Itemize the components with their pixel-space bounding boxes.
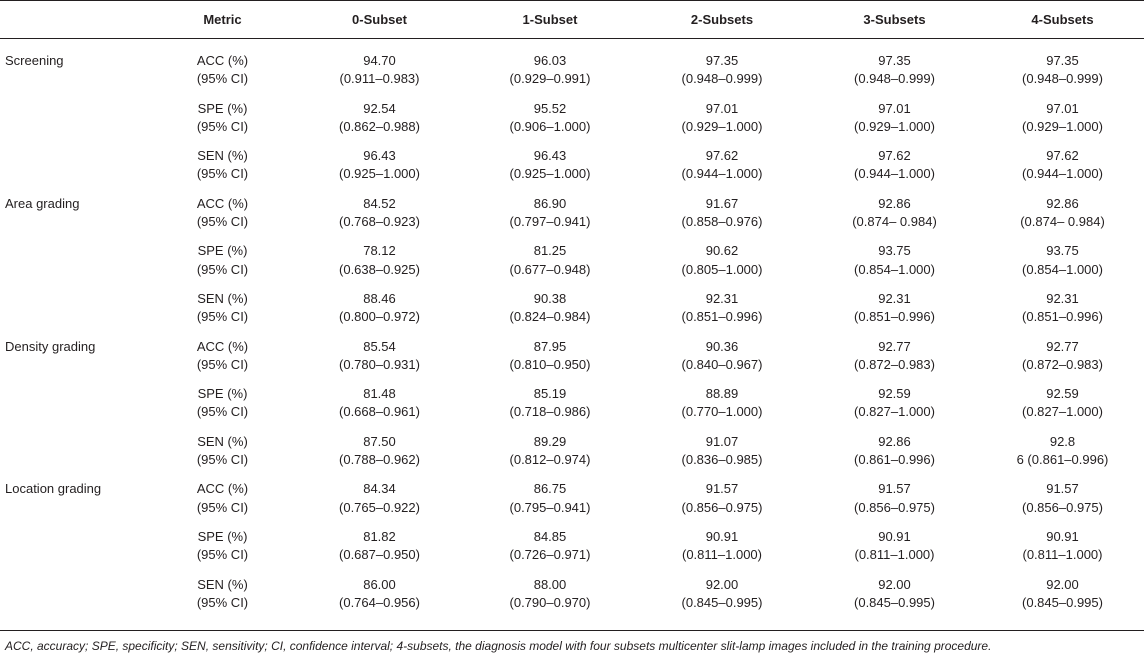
value-cell	[636, 338, 808, 386]
metric-value: 91.57	[705, 481, 739, 497]
results-table	[0, 1, 1144, 623]
value-cell	[464, 195, 636, 243]
confidence-interval: (0.827–1.000)	[854, 404, 935, 420]
confidence-interval: (0.856–0.975)	[854, 499, 935, 515]
metric-cell	[150, 576, 295, 624]
metric-value: 84.34	[363, 481, 396, 497]
metric-cell	[150, 147, 295, 195]
value-cell	[464, 338, 636, 386]
metric-value: 81.48	[363, 386, 396, 402]
metric-value: 90.36	[705, 338, 739, 354]
confidence-interval: (0.788–0.962)	[339, 451, 420, 467]
value-cell	[295, 338, 464, 386]
confidence-interval: (0.856–0.975)	[1022, 499, 1103, 515]
confidence-interval: (0.764–0.956)	[339, 594, 420, 610]
column-header-2-subsets: 2-Subsets	[690, 12, 754, 27]
metric-ci-label: (95% CI)	[196, 309, 249, 325]
value-cell	[981, 38, 1144, 100]
column-header-3-subsets: 3-Subsets	[863, 12, 926, 27]
confidence-interval: (0.862–0.988)	[339, 118, 420, 134]
value-cell	[636, 576, 808, 624]
header-rule	[0, 38, 1144, 39]
metric-value: 93.75	[1046, 243, 1079, 259]
group-label-cell	[0, 385, 150, 433]
column-header-0-subset: 0-Subset	[352, 12, 407, 27]
metric-cell	[150, 290, 295, 338]
table-row	[0, 576, 1144, 624]
metric-value: 86.00	[363, 576, 396, 592]
metric-value: 90.91	[1046, 528, 1079, 544]
metric-cell	[150, 433, 295, 481]
confidence-interval: (0.726–0.971)	[509, 547, 591, 563]
confidence-interval: (0.854–1.000)	[1022, 261, 1103, 277]
metric-value: 81.25	[533, 243, 567, 259]
value-cell	[808, 528, 981, 576]
table-row	[0, 338, 1144, 386]
metric-cell	[150, 195, 295, 243]
group-label-cell	[0, 100, 150, 148]
metric-cell	[150, 38, 295, 100]
value-cell	[636, 528, 808, 576]
metric-value: 92.86	[878, 433, 911, 449]
group-label: Screening	[5, 53, 64, 68]
metric-value: 85.54	[363, 338, 396, 354]
metric-cell	[150, 242, 295, 290]
confidence-interval: (0.840–0.967)	[681, 356, 763, 372]
value-cell	[981, 576, 1144, 624]
metric-value: 84.52	[363, 195, 396, 211]
table-row	[0, 290, 1144, 338]
value-cell	[636, 433, 808, 481]
metric-value: 97.62	[705, 148, 739, 164]
value-cell	[295, 528, 464, 576]
confidence-interval: (0.911–0.983)	[339, 71, 420, 87]
confidence-interval: (0.929–1.000)	[854, 118, 935, 134]
column-header-metric: Metric	[203, 12, 242, 27]
group-label: Location grading	[5, 481, 102, 497]
confidence-interval: (0.800–0.972)	[339, 309, 420, 325]
confidence-interval: (0.872–0.983)	[1022, 356, 1103, 372]
confidence-interval: (0.811–1.000)	[682, 547, 762, 563]
table-row	[0, 433, 1144, 481]
value-cell	[636, 38, 808, 100]
confidence-interval: (0.795–0.941)	[509, 499, 591, 515]
confidence-interval: (0.906–1.000)	[509, 118, 591, 134]
value-cell	[636, 290, 808, 338]
group-label-cell	[0, 528, 150, 576]
value-cell	[464, 242, 636, 290]
table-footnote: ACC, accuracy; SPE, specificity; SEN, sensitivity; CI, confidence interval; 4-subsets, the diagnosis model with four subsets multicenter slit-lamp images included in the training procedure.	[5, 639, 992, 653]
confidence-interval: (0.668–0.961)	[339, 404, 420, 420]
value-cell	[295, 385, 464, 433]
metric-cell	[150, 338, 295, 386]
metric-name: SEN (%)	[197, 433, 248, 449]
metric-ci-label: (95% CI)	[196, 404, 249, 420]
value-cell	[295, 100, 464, 148]
confidence-interval: (0.944–1.000)	[1022, 166, 1103, 182]
metric-value: 95.52	[533, 100, 567, 116]
metric-value: 91.67	[705, 195, 739, 211]
metric-value: 96.43	[533, 148, 567, 164]
value-cell	[464, 290, 636, 338]
value-cell	[808, 147, 981, 195]
value-cell	[808, 433, 981, 481]
metric-ci-label: (95% CI)	[196, 499, 249, 515]
metric-value: 92.00	[1046, 576, 1079, 592]
metric-ci-label: (95% CI)	[196, 213, 249, 229]
value-cell	[295, 195, 464, 243]
confidence-interval: (0.718–0.986)	[509, 404, 591, 420]
metric-value: 97.01	[1046, 100, 1079, 116]
value-cell	[464, 433, 636, 481]
metric-value: 90.62	[705, 243, 739, 259]
metric-value: 97.01	[705, 100, 739, 116]
metric-name: SPE (%)	[197, 243, 248, 259]
group-label-cell	[0, 433, 150, 481]
metric-name: SEN (%)	[197, 290, 248, 306]
confidence-interval: (0.944–1.000)	[681, 166, 763, 182]
value-cell	[464, 147, 636, 195]
confidence-interval: (0.944–1.000)	[854, 166, 935, 182]
value-cell	[808, 385, 981, 433]
table-row	[0, 100, 1144, 148]
metric-value: 91.07	[705, 433, 739, 449]
confidence-interval: (0.874– 0.984)	[1020, 213, 1105, 229]
metric-name: ACC (%)	[196, 481, 249, 497]
metric-value: 92.8	[1049, 433, 1076, 449]
metric-value: 97.35	[1046, 53, 1079, 68]
value-cell	[464, 480, 636, 528]
value-cell	[295, 433, 464, 481]
group-label-cell	[0, 242, 150, 290]
value-cell	[636, 385, 808, 433]
confidence-interval: (0.790–0.970)	[509, 594, 591, 610]
confidence-interval: (0.811–1.000)	[1022, 547, 1103, 563]
metric-ci-label: (95% CI)	[196, 118, 249, 134]
confidence-interval: (0.780–0.931)	[339, 356, 420, 372]
table-row	[0, 147, 1144, 195]
confidence-interval: (0.874– 0.984)	[852, 213, 937, 229]
confidence-interval: (0.854–1.000)	[854, 261, 935, 277]
metric-value: 92.77	[1046, 338, 1079, 354]
metric-value: 93.75	[878, 243, 911, 259]
metric-value: 97.35	[878, 53, 911, 68]
value-cell	[464, 100, 636, 148]
group-label: Area grading	[5, 195, 80, 211]
confidence-interval: (0.929–0.991)	[509, 71, 591, 87]
table-row	[0, 195, 1144, 243]
confidence-interval: (0.812–0.974)	[509, 451, 591, 467]
metric-value: 92.59	[878, 386, 911, 402]
value-cell	[636, 195, 808, 243]
metric-value: 86.90	[533, 195, 567, 211]
group-label-cell	[0, 290, 150, 338]
table-row	[0, 242, 1144, 290]
metric-value: 91.57	[878, 481, 911, 497]
group-label-cell	[0, 338, 150, 386]
group-label-cell	[0, 576, 150, 624]
value-cell	[295, 147, 464, 195]
metric-ci-label: (95% CI)	[196, 594, 249, 610]
value-cell	[808, 242, 981, 290]
metric-value: 91.57	[1046, 481, 1079, 497]
metric-value: 97.01	[878, 100, 911, 116]
confidence-interval: (0.851–0.996)	[854, 309, 935, 325]
metric-value: 92.86	[878, 195, 911, 211]
confidence-interval: (0.770–1.000)	[681, 404, 763, 420]
metric-name: SPE (%)	[197, 386, 248, 402]
value-cell	[808, 480, 981, 528]
confidence-interval: (0.929–1.000)	[1022, 118, 1103, 134]
metric-cell	[150, 528, 295, 576]
confidence-interval: (0.948–0.999)	[681, 71, 763, 87]
value-cell	[295, 38, 464, 100]
confidence-interval: (0.811–1.000)	[854, 547, 935, 563]
confidence-interval: (0.845–0.995)	[854, 594, 935, 610]
metric-value: 92.86	[1046, 195, 1079, 211]
column-header-group	[0, 1, 150, 38]
value-cell	[464, 38, 636, 100]
confidence-interval: 6 (0.861–0.996)	[1016, 451, 1109, 467]
value-cell	[981, 480, 1144, 528]
table-bottom-rule	[0, 630, 1144, 631]
metric-cell	[150, 480, 295, 528]
confidence-interval: (0.677–0.948)	[509, 261, 591, 277]
metric-name: SEN (%)	[197, 576, 248, 592]
confidence-interval: (0.836–0.985)	[681, 451, 763, 467]
value-cell	[295, 242, 464, 290]
metric-value: 86.75	[533, 481, 567, 497]
metric-cell	[150, 100, 295, 148]
group-label-cell	[0, 480, 150, 528]
metric-cell	[150, 385, 295, 433]
metric-ci-label: (95% CI)	[196, 547, 249, 563]
metric-value: 88.00	[533, 576, 567, 592]
confidence-interval: (0.948–0.999)	[1022, 71, 1103, 87]
confidence-interval: (0.805–1.000)	[681, 261, 763, 277]
metric-value: 97.62	[878, 148, 911, 164]
value-cell	[636, 242, 808, 290]
value-cell	[464, 576, 636, 624]
value-cell	[295, 290, 464, 338]
confidence-interval: (0.687–0.950)	[339, 547, 420, 563]
metric-ci-label: (95% CI)	[196, 451, 249, 467]
column-header-1-subset: 1-Subset	[522, 12, 578, 27]
value-cell	[981, 290, 1144, 338]
confidence-interval: (0.925–1.000)	[509, 166, 591, 182]
metric-name: ACC (%)	[196, 195, 249, 211]
confidence-interval: (0.858–0.976)	[681, 213, 763, 229]
metric-value: 92.31	[878, 290, 911, 306]
confidence-interval: (0.948–0.999)	[854, 71, 935, 87]
value-cell	[808, 576, 981, 624]
metric-value: 92.59	[1046, 386, 1079, 402]
group-label: Density grading	[5, 338, 96, 354]
value-cell	[981, 195, 1144, 243]
metric-ci-label: (95% CI)	[196, 71, 249, 87]
value-cell	[981, 528, 1144, 576]
metric-value: 87.50	[363, 433, 396, 449]
metric-value: 84.85	[533, 528, 567, 544]
metric-value: 97.62	[1046, 148, 1079, 164]
table-row	[0, 38, 1144, 100]
table-row	[0, 528, 1144, 576]
value-cell	[295, 576, 464, 624]
confidence-interval: (0.851–0.996)	[681, 309, 763, 325]
confidence-interval: (0.768–0.923)	[339, 213, 420, 229]
value-cell	[808, 195, 981, 243]
metric-name: ACC (%)	[196, 338, 249, 354]
metric-value: 96.43	[363, 148, 396, 164]
metric-value: 92.00	[705, 576, 739, 592]
value-cell	[295, 480, 464, 528]
metric-value: 97.35	[705, 53, 739, 68]
value-cell	[981, 433, 1144, 481]
group-label-cell	[0, 38, 150, 100]
value-cell	[636, 480, 808, 528]
metric-value: 92.77	[878, 338, 911, 354]
header-row	[0, 1, 1144, 38]
confidence-interval: (0.827–1.000)	[1022, 404, 1103, 420]
metric-value: 88.46	[363, 290, 396, 306]
column-header-4-subsets: 4-Subsets	[1031, 12, 1094, 27]
metric-name: SEN (%)	[197, 148, 248, 164]
metric-name: SPE (%)	[197, 100, 248, 116]
confidence-interval: (0.810–0.950)	[509, 356, 591, 372]
metric-name: ACC (%)	[196, 53, 249, 68]
metric-value: 90.38	[533, 290, 567, 306]
metric-value: 92.31	[705, 290, 739, 306]
metric-ci-label: (95% CI)	[196, 356, 249, 372]
metric-value: 89.29	[533, 433, 567, 449]
metric-value: 90.91	[878, 528, 911, 544]
confidence-interval: (0.824–0.984)	[509, 309, 591, 325]
confidence-interval: (0.851–0.996)	[1022, 309, 1103, 325]
metric-value: 78.12	[363, 243, 396, 259]
value-cell	[981, 100, 1144, 148]
value-cell	[981, 147, 1144, 195]
metric-value: 87.95	[533, 338, 567, 354]
metric-value: 85.19	[533, 386, 567, 402]
value-cell	[808, 338, 981, 386]
confidence-interval: (0.856–0.975)	[681, 499, 763, 515]
value-cell	[464, 528, 636, 576]
table-row	[0, 385, 1144, 433]
metric-value: 88.89	[705, 386, 739, 402]
value-cell	[464, 385, 636, 433]
confidence-interval: (0.872–0.983)	[854, 356, 935, 372]
confidence-interval: (0.925–1.000)	[339, 166, 420, 182]
confidence-interval: (0.861–0.996)	[854, 451, 935, 467]
group-label-cell	[0, 195, 150, 243]
value-cell	[636, 100, 808, 148]
confidence-interval: (0.638–0.925)	[339, 261, 420, 277]
metric-ci-label: (95% CI)	[196, 166, 249, 182]
table-row	[0, 480, 1144, 528]
metric-value: 96.03	[533, 53, 567, 68]
value-cell	[981, 338, 1144, 386]
metric-value: 94.70	[363, 53, 396, 68]
group-label-cell	[0, 147, 150, 195]
metric-ci-label: (95% CI)	[196, 261, 249, 277]
metric-value: 92.54	[363, 100, 396, 116]
value-cell	[808, 100, 981, 148]
table-body	[0, 38, 1144, 623]
metric-value: 90.91	[705, 528, 739, 544]
confidence-interval: (0.929–1.000)	[681, 118, 763, 134]
value-cell	[636, 147, 808, 195]
metric-name: SPE (%)	[197, 528, 248, 544]
confidence-interval: (0.845–0.995)	[1022, 594, 1103, 610]
metric-value: 92.00	[878, 576, 911, 592]
confidence-interval: (0.797–0.941)	[509, 213, 591, 229]
confidence-interval: (0.845–0.995)	[681, 594, 763, 610]
value-cell	[808, 290, 981, 338]
metric-value: 92.31	[1046, 290, 1079, 306]
confidence-interval: (0.765–0.922)	[339, 499, 420, 515]
value-cell	[981, 242, 1144, 290]
metric-value: 81.82	[363, 528, 396, 544]
value-cell	[808, 38, 981, 100]
value-cell	[981, 385, 1144, 433]
